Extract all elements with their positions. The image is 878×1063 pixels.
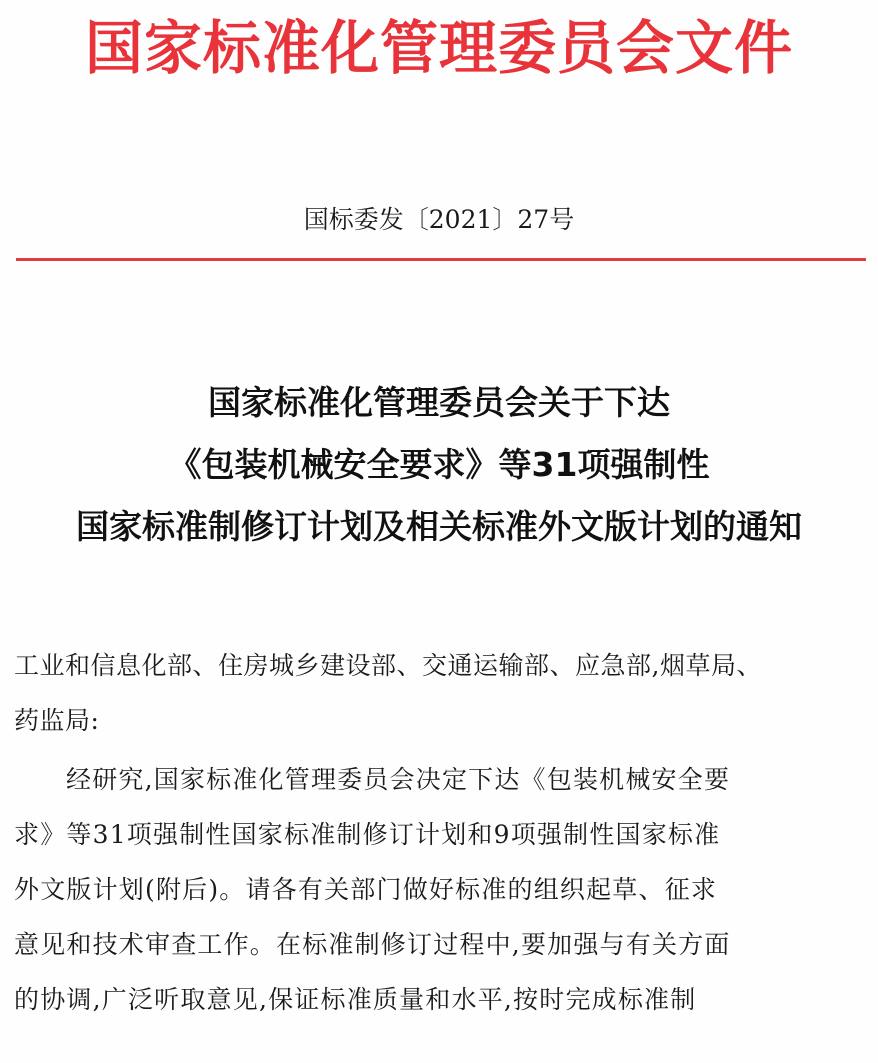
red-divider-line — [16, 258, 866, 261]
title-line-2: 《包装机械安全要求》等31项强制性 — [168, 445, 710, 484]
document-number: 国标委发〔2021〕27号 — [303, 205, 575, 234]
notice-title — [0, 372, 878, 558]
addressee-block — [14, 640, 870, 750]
body-line-4: 意见和技术审查工作。在标准制修订过程中,要加强与有关方面 — [14, 930, 731, 959]
body-paragraph — [14, 752, 870, 1027]
body-line-3: 外文版计划(附后)。请各有关部门做好标准的组织起草、征求 — [14, 875, 718, 904]
body-line-2: 求》等31项强制性国家标准制修订计划和9项强制性国家标准 — [14, 820, 721, 849]
masthead-title: 国家标准化管理委员会文件 — [84, 14, 793, 82]
addressee-line-2: 药监局: — [14, 706, 100, 735]
title-line-1: 国家标准化管理委员会关于下达 — [208, 383, 670, 422]
body-line-1: 经研究,国家标准化管理委员会决定下达《包装机械安全要 — [66, 765, 731, 794]
title-line-3: 国家标准制修订计划及相关标准外文版计划的通知 — [76, 507, 802, 546]
body-line-5: 的协调,广泛听取意见,保证标准质量和水平,按时完成标准制 — [14, 985, 697, 1014]
addressee-line-1: 工业和信息化部、住房城乡建设部、交通运输部、应急部,烟草局、 — [14, 651, 762, 680]
